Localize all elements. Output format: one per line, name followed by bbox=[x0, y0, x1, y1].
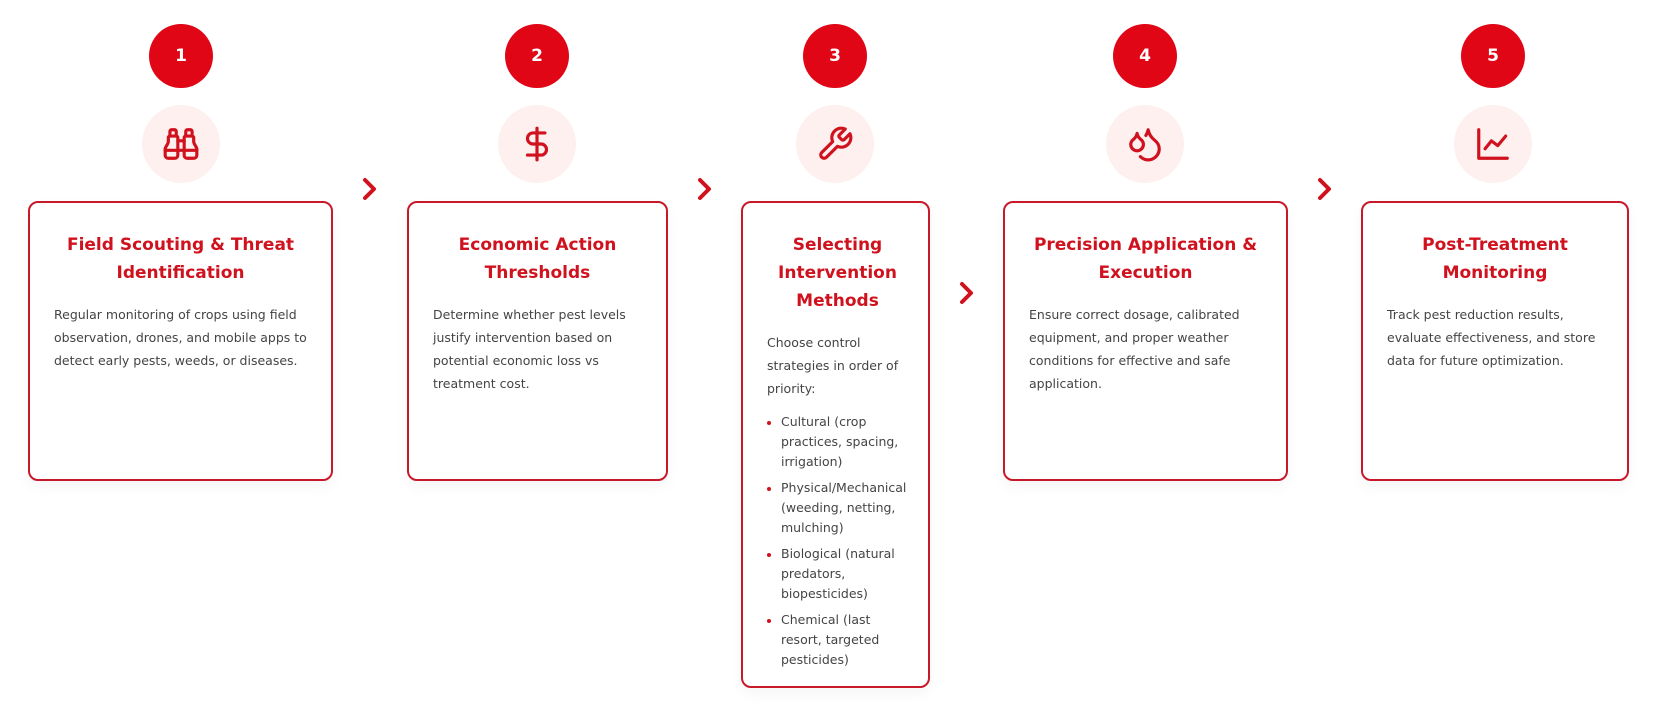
step-number-badge: 3 bbox=[803, 24, 867, 88]
bullet-icon bbox=[767, 553, 771, 557]
step-description: Choose control strategies in order of priority: bbox=[767, 335, 899, 396]
list-item-text: Biological (natural predators, biopesticides) bbox=[781, 546, 895, 601]
chevron-right-icon bbox=[359, 175, 381, 203]
step-description: Ensure correct dosage, calibrated equipment, and proper weather conditions for effective and safe application. bbox=[1029, 307, 1240, 391]
chevron-right-icon bbox=[1314, 175, 1336, 203]
list-item-text: Cultural (crop practices, spacing, irrigation) bbox=[781, 414, 899, 469]
binoculars-icon bbox=[162, 125, 200, 163]
step-description: Regular monitoring of crops using field observation, drones, and mobile apps to detect early pests, weeds, or diseases. bbox=[54, 307, 307, 368]
step-number-badge: 4 bbox=[1113, 24, 1177, 88]
list-item bbox=[767, 544, 908, 604]
icon-circle bbox=[498, 105, 576, 183]
dollar-icon bbox=[518, 125, 556, 163]
step-card bbox=[407, 201, 668, 481]
list-item bbox=[767, 478, 908, 538]
step-title: Economic Action Thresholds bbox=[458, 235, 617, 283]
icon-circle bbox=[1454, 105, 1532, 183]
bullet-icon bbox=[767, 487, 771, 491]
droplets-icon bbox=[1126, 125, 1164, 163]
step-card bbox=[741, 201, 930, 688]
wrench-icon bbox=[816, 125, 854, 163]
icon-circle bbox=[142, 105, 220, 183]
list-item bbox=[767, 412, 908, 472]
step-title: Selecting Intervention Methods bbox=[778, 235, 897, 311]
step-number-badge: 1 bbox=[149, 24, 213, 88]
list-item-text: Chemical (last resort, targeted pesticides) bbox=[781, 612, 880, 667]
step-title: Field Scouting & Threat Identification bbox=[66, 235, 295, 283]
bullet-icon bbox=[767, 421, 771, 425]
list-item bbox=[767, 610, 908, 670]
step-card bbox=[1361, 201, 1629, 481]
step-card bbox=[28, 201, 333, 481]
step-description: Track pest reduction results, evaluate effectiveness, and store data for future optimization. bbox=[1387, 307, 1596, 368]
step-title: Post-Treatment Monitoring bbox=[1422, 235, 1568, 283]
step-description: Determine whether pest levels justify intervention based on potential economic loss vs treatment cost. bbox=[433, 307, 626, 391]
chevron-right-icon bbox=[956, 279, 978, 307]
list-item-text: Physical/Mechanical (weeding, netting, mulching) bbox=[781, 480, 907, 535]
icon-circle bbox=[796, 105, 874, 183]
step-title: Precision Application & Execution bbox=[1033, 235, 1258, 283]
step-number-badge: 2 bbox=[505, 24, 569, 88]
bullet-icon bbox=[767, 619, 771, 623]
icon-circle bbox=[1106, 105, 1184, 183]
line-chart-icon bbox=[1474, 125, 1512, 163]
step-card bbox=[1003, 201, 1288, 481]
step-number-badge: 5 bbox=[1461, 24, 1525, 88]
chevron-right-icon bbox=[694, 175, 716, 203]
intervention-methods-list bbox=[767, 412, 908, 670]
